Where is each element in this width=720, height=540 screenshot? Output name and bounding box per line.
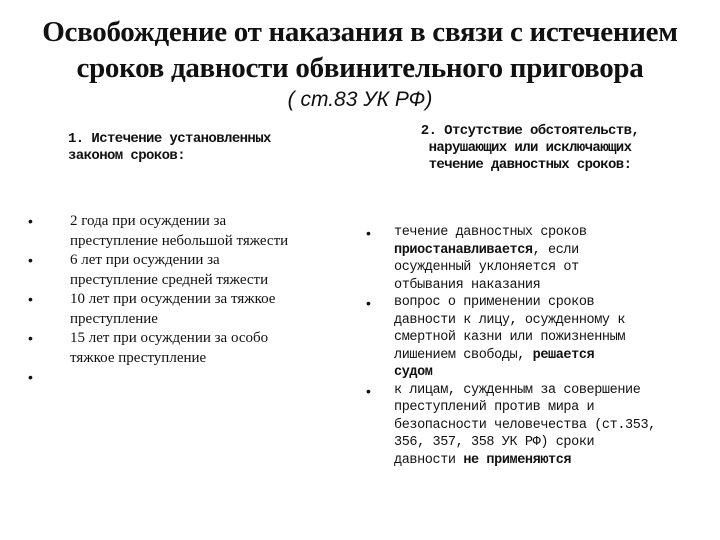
bullet-icon: •: [366, 295, 371, 311]
emphasis-text: не применяются: [463, 452, 572, 468]
emphasis-text: решается: [532, 347, 595, 363]
slide-title: [20, 14, 700, 86]
slide-subtitle: ( ст.83 УК РФ): [287, 88, 433, 111]
right-conditions-list: [366, 224, 694, 469]
bullet-icon: •: [366, 225, 371, 241]
item-text: преступление средней тяжести: [70, 271, 269, 288]
item-text: [394, 452, 694, 470]
item-text: течение давностных сроков: [394, 225, 587, 240]
item-text: осужденный уклоняется от: [394, 260, 579, 275]
bullet-icon: •: [366, 382, 371, 399]
title-line-2: сроков давности обвинительного приговора: [76, 52, 644, 84]
item-text: лишением свободы,: [394, 347, 533, 363]
item-text: [394, 347, 694, 365]
list-item: [28, 329, 360, 368]
item-text: 10 лет при осуждении за тяжкое: [70, 291, 276, 307]
empty-bullet-icon: •: [28, 369, 33, 385]
title-line-1: Освобождение от наказания в связи с истечением: [42, 16, 678, 48]
right-column-heading: [380, 123, 680, 174]
item-text: , если: [532, 242, 579, 258]
left-term-list: [28, 212, 360, 368]
item-text: преступлений против мира и: [394, 400, 595, 415]
item-text: давности: [394, 452, 464, 468]
emphasis-text: судом: [394, 365, 433, 380]
list-item: [28, 251, 360, 290]
list-item: [366, 382, 694, 470]
left-column-heading: [68, 131, 271, 165]
item-text: вопрос о применении сроков: [394, 295, 595, 310]
bullet-icon: •: [28, 291, 33, 307]
item-text: смертной казни или пожизненным: [394, 330, 626, 345]
item-text: к лицам, сужденным за совершение: [394, 382, 641, 398]
list-item: [28, 212, 360, 251]
right-heading-line-1: 2. Отсутствие обстоятельств,: [420, 123, 640, 139]
item-text: 15 лет при осуждении за особо: [70, 330, 269, 346]
bullet-icon: •: [28, 330, 33, 346]
left-heading-line-1: 1. Истечение установленных: [68, 131, 271, 147]
list-item: [366, 294, 694, 382]
right-heading-line-2: нарушающих или исключающих: [428, 140, 632, 156]
bullet-icon: •: [28, 252, 33, 268]
list-item: [366, 224, 694, 294]
item-text: 356, 357, 358 УК РФ) сроки: [394, 435, 595, 450]
item-text: 2 года при осуждении за: [70, 213, 227, 229]
list-item: [28, 290, 360, 329]
item-text: преступление небольшой тяжести: [70, 232, 289, 249]
item-text: 6 лет при осуждении за: [70, 252, 220, 268]
right-heading-line-3: течение давностных сроков:: [428, 157, 632, 173]
item-text: преступление: [70, 310, 158, 327]
item-text: отбывания наказания: [394, 277, 541, 293]
item-text: [394, 242, 694, 260]
item-text: давности к лицу, осужденному к: [394, 312, 626, 328]
item-text: безопасности человечества (ст.353,: [394, 417, 656, 433]
emphasis-text: приостанавливается: [394, 242, 533, 258]
left-heading-line-2: законом сроков:: [68, 148, 186, 164]
item-text: тяжкое преступление: [70, 349, 207, 366]
bullet-icon: •: [28, 213, 33, 229]
